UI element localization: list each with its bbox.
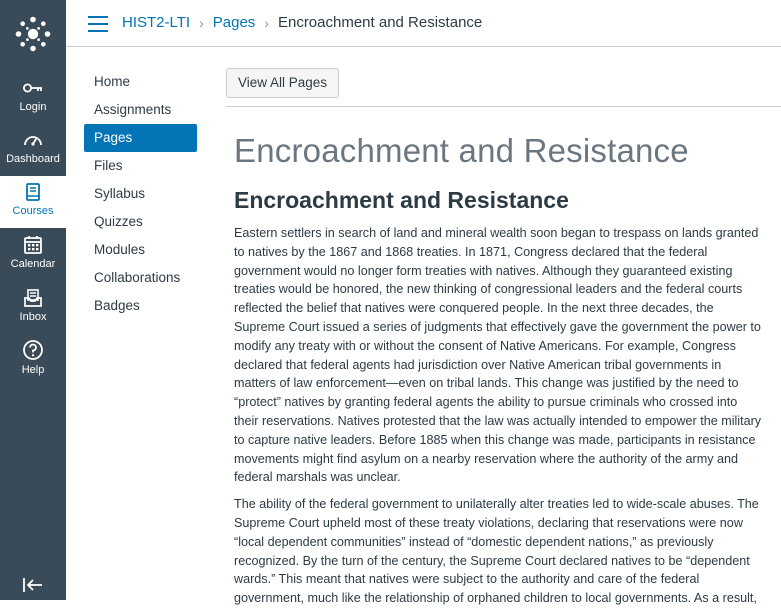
- course-nav-home[interactable]: Home: [94, 74, 131, 89]
- dashboard-icon: [22, 130, 44, 150]
- global-nav: [0, 0, 66, 600]
- global-nav-label: Login: [19, 101, 47, 113]
- global-nav-calendar[interactable]: [0, 229, 66, 281]
- collapse-arrow-icon: [22, 577, 44, 593]
- course-nav-pages[interactable]: Pages: [84, 124, 197, 152]
- breadcrumb-separator-icon: ›: [264, 14, 269, 31]
- breadcrumb-pages-link[interactable]: Pages: [212, 14, 256, 31]
- page-title: Encroachment and Resistance: [234, 132, 689, 169]
- body-paragraph: Eastern settlers in search of land and mineral wealth soon began to trespass on lands granted to natives by the 1867 and 1868 treaties. In 1871, Congress declared that the federal government would no longer form treaties with natives. Although they guaranteed existing treaties would be honored, the new thinking of congressional leaders and the federal courts reflected the belief that natives were conquered people. In the next three decades, the Supreme Court issued a series of judgments that effectively gave the government the power to modify any treaty with or without the consent of Native Americans. For example, Congress declared that federal agents had jurisdiction over Native American tribal governments in matters of law enforcement—even on tribal lands. This change was justified by the need to “protect” natives by granting federal agents the ability to pursue criminals who crossed into their reservations. Natives protested that the law was actually intended to empower the military to capture native leaders. Before 1885 when this change was made, participants in resistance movements might find asylum on a nearby reservation where the authority of the army and federal marshals was unclear.: [234, 226, 762, 485]
- global-nav-label: Inbox: [19, 311, 47, 323]
- global-nav-dashboard[interactable]: [0, 124, 66, 176]
- global-nav-courses[interactable]: [0, 176, 66, 228]
- course-nav-badges[interactable]: Badges: [94, 298, 140, 313]
- breadcrumb-current: Encroachment and Resistance: [277, 14, 483, 31]
- view-all-pages-button[interactable]: View All Pages: [226, 68, 339, 98]
- breadcrumb-course-link[interactable]: HIST2-LTI: [122, 14, 191, 31]
- global-nav-help[interactable]: [0, 333, 66, 385]
- courses-icon: [23, 182, 43, 202]
- hamburger-menu-icon[interactable]: [88, 16, 108, 32]
- canvas-logo-icon[interactable]: [0, 0, 66, 68]
- global-nav-login[interactable]: [0, 72, 66, 124]
- collapse-nav-button[interactable]: [0, 570, 66, 600]
- global-nav-inbox[interactable]: [0, 282, 66, 334]
- course-nav-assignments[interactable]: Assignments: [94, 102, 172, 117]
- inbox-icon: [23, 288, 43, 308]
- breadcrumb: [122, 14, 482, 31]
- body-paragraph: The ability of the federal government to unilaterally alter treaties led to wide-scale abuses. The Supreme Court upheld most of these treaty violations, declaring that reservations were now “local dependent communities” instead of “domestic dependent nations,” as previously recognized. By the turn of the century, the Supreme Court declared natives to be “dependent wards.” This meant that natives were subject to the authority and care of the federal government, much like the relationship of orphaned children to local governments. As a result,: [234, 497, 759, 606]
- global-nav-label: Dashboard: [6, 153, 60, 165]
- course-nav-modules[interactable]: Modules: [94, 242, 146, 257]
- global-nav-label: Courses: [12, 205, 54, 217]
- course-nav-quizzes[interactable]: Quizzes: [94, 214, 143, 229]
- page-content: [234, 130, 764, 608]
- breadcrumb-separator-icon: ›: [199, 14, 204, 31]
- course-nav-files[interactable]: Files: [94, 158, 123, 173]
- key-icon: [22, 78, 44, 98]
- course-nav-syllabus[interactable]: Syllabus: [94, 186, 146, 201]
- course-nav-collaborations[interactable]: Collaborations: [94, 270, 181, 285]
- course-nav: [84, 68, 197, 320]
- page-toolbar: [226, 68, 781, 107]
- help-icon: [22, 339, 44, 361]
- global-nav-label: Help: [21, 364, 45, 376]
- section-heading: Encroachment and Resistance: [234, 187, 569, 213]
- calendar-icon: [23, 235, 43, 255]
- global-nav-label: Calendar: [10, 258, 56, 270]
- page-header: [66, 0, 781, 47]
